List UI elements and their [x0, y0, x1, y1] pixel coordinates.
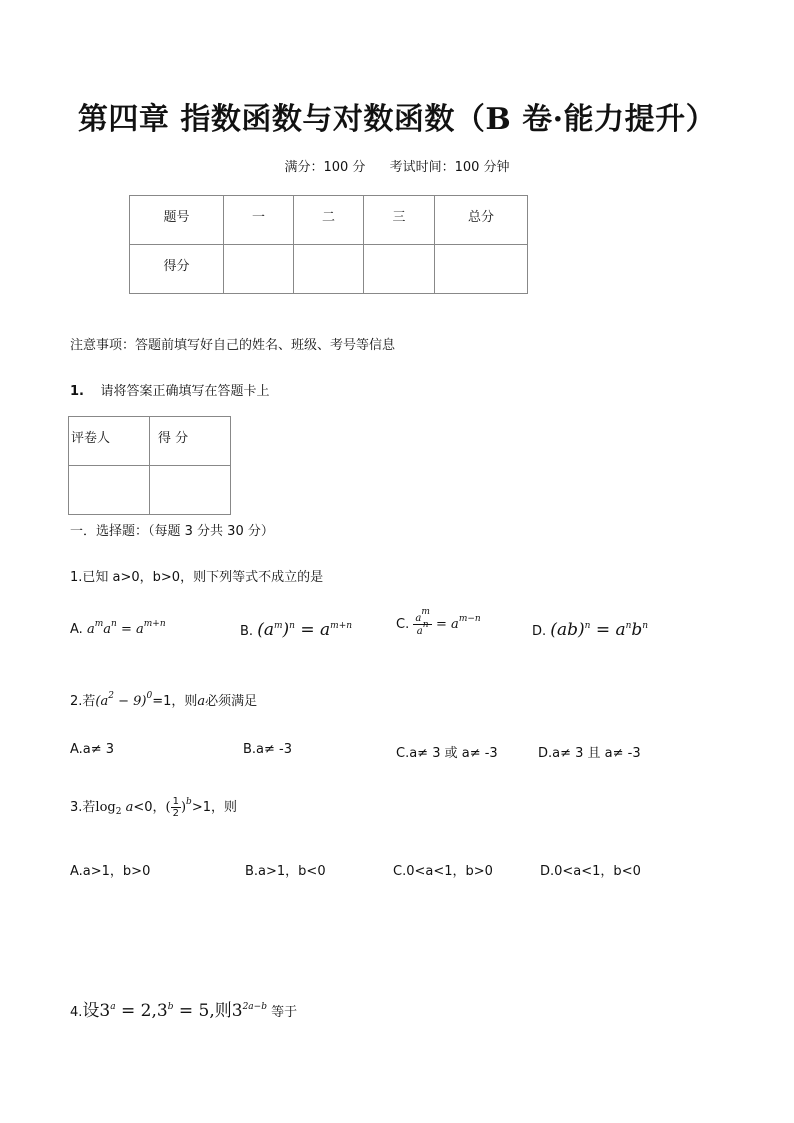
score-table — [129, 195, 528, 294]
exam-info — [0, 156, 794, 175]
score-cell: 得 分 — [150, 417, 231, 466]
question-2-option-b: B.a≠ -3 — [243, 742, 293, 757]
grader-cell: 评卷人 — [69, 417, 150, 466]
question-2-option-a: A.a≠ 3 — [70, 742, 115, 757]
score-blank-cell — [364, 245, 435, 294]
grader-blank-cell — [69, 466, 150, 515]
grader-table — [68, 416, 231, 515]
score-table-cell: 三 — [364, 196, 435, 245]
score-table-cell: 题号 — [130, 196, 224, 245]
question-3-option-c: C.0<a<1，b>0 — [393, 864, 493, 879]
instruction — [70, 380, 270, 399]
question-3-option-b: B.a>1，b<0 — [245, 864, 326, 879]
formula: $a^ma^n = a^{m+n}$ — [86, 619, 166, 637]
formula: $(a^2 - 9)^0$ — [95, 691, 153, 709]
score-table-cell: 二 — [294, 196, 364, 245]
question-3-stem: 3.若$\log_2 a<0$，( $\frac{1}{2}$ )$^b$>1，则 — [70, 796, 237, 819]
question-1-option-b: B. $(a^m)^n = a^{m+n}$ — [240, 620, 353, 640]
question-4-stem: 4.设$3^a = 2,3^b = 5$,则$3^{2a-b}$ 等于 — [70, 1001, 298, 1021]
question-1-option-d: D. $(ab)^n = a^nb^n$ — [532, 620, 649, 640]
question-2-option-d: D.a≠ 3 且 a≠ -3 — [538, 746, 641, 761]
formula: $(ab)^n = a^nb^n$ — [550, 620, 649, 640]
score-blank-cell — [224, 245, 294, 294]
question-2-option-c: C.a≠ 3 或 a≠ -3 — [396, 746, 498, 761]
score-table-cell: 得分 — [130, 245, 224, 294]
exam-time: 考试时间：100 分钟 — [389, 160, 510, 175]
formula: $\frac{a^m}{a^n}$ = $a^{m-n}$ — [415, 607, 481, 637]
question-1-stem: 1.已知 a>0，b>0，则下列等式不成立的是 — [70, 570, 324, 585]
section-heading: 一．选择题：（每题 3 分共 30 分） — [70, 524, 274, 539]
instruction-text: 请将答案正确填写在答题卡上 — [100, 384, 270, 399]
formula: $(a^m)^n = a^{m+n}$ — [257, 620, 353, 640]
score-blank-cell — [294, 245, 364, 294]
question-3-option-d: D.0<a<1，b<0 — [540, 864, 641, 879]
instruction-number: 1. — [70, 384, 84, 399]
question-2-stem: 2.若$(a^2 - 9)^0=1$，则a必须满足 — [70, 691, 258, 709]
score-table-cell: 总分 — [435, 196, 528, 245]
notice: 注意事项：答题前填写好自己的姓名、班级、考号等信息 — [70, 338, 396, 353]
question-3-option-a: A.a>1，b>0 — [70, 864, 151, 879]
score-table-cell: 一 — [224, 196, 294, 245]
formula: $3^a = 2,3^b = 5$, — [99, 1001, 215, 1021]
question-1-option-c: C. $\frac{a^m}{a^n}$ = $a^{m-n}$ — [396, 607, 481, 637]
formula: $3^{2a-b}$ — [231, 1001, 267, 1021]
score-table-score-row — [130, 245, 528, 294]
page-title: 第四章 指数函数与对数函数（B 卷·能力提升） — [77, 102, 717, 137]
full-score: 满分：100 分 — [284, 160, 366, 175]
score-blank-cell — [435, 245, 528, 294]
question-1-option-a: A. $a^ma^n = a^{m+n}$ — [70, 619, 166, 637]
score-table-header-row — [130, 196, 528, 245]
score-blank-cell — [150, 466, 231, 515]
grader-table-header-row — [69, 417, 231, 466]
formula: $\log_2$ — [95, 800, 122, 817]
grader-table-blank-row — [69, 466, 231, 515]
